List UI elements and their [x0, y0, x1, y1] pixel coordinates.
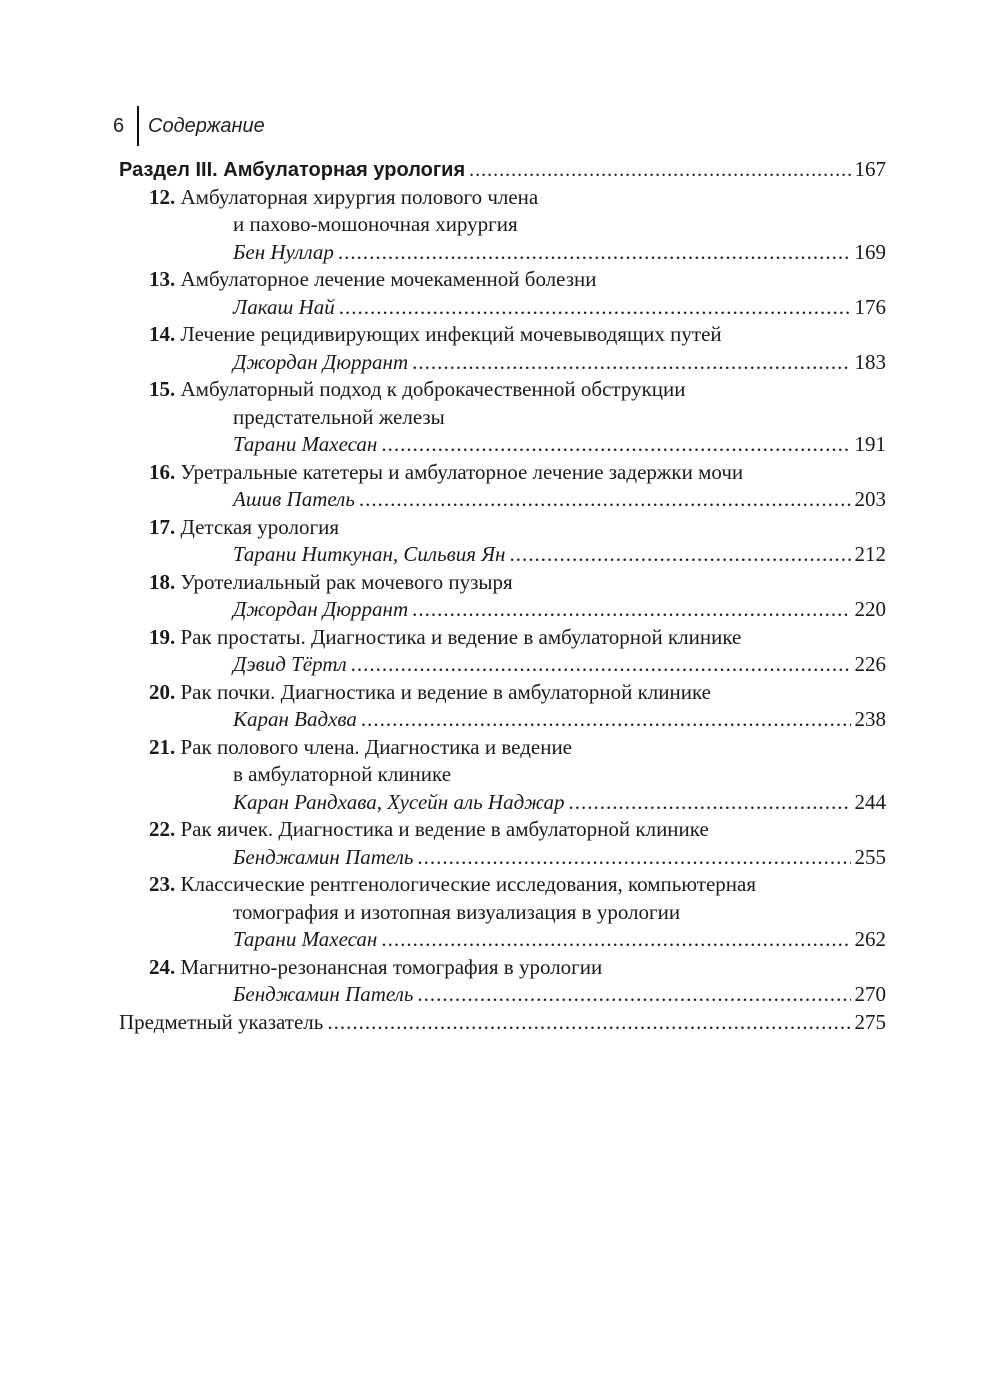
chapter-page: 203 [854, 487, 886, 511]
chapter-page: 191 [854, 432, 886, 456]
chapter-page: 262 [854, 927, 886, 951]
chapter-entry[interactable] [119, 679, 886, 734]
chapter-page: 212 [854, 542, 886, 566]
chapter-author: Тарани Махесан [233, 927, 378, 951]
chapter-author: Джордан Дюррант [233, 597, 409, 621]
chapter-title-line [119, 569, 886, 597]
chapter-number: 19. [149, 624, 176, 649]
chapter-entry[interactable] [119, 624, 886, 679]
chapter-author: Бенджамин Патель [233, 844, 414, 869]
chapter-page: 255 [854, 844, 886, 869]
chapter-number: 14. [149, 322, 176, 346]
chapter-page: 244 [854, 789, 886, 814]
chapter-author-line [119, 926, 886, 954]
chapter-entry[interactable] [119, 871, 886, 954]
chapter-title: Детская урология [180, 514, 339, 539]
chapter-title-line [119, 514, 886, 542]
chapter-title-line [119, 376, 886, 404]
chapter-title: Амбулаторное лечение мочекаменной болезни [180, 267, 597, 291]
chapter-number: 22. [149, 817, 176, 841]
chapter-number: 18. [149, 569, 176, 594]
chapter-author-line [119, 294, 886, 322]
chapter-author-line [119, 239, 886, 267]
chapter-author-line [119, 789, 886, 817]
chapter-number: 23. [149, 872, 176, 896]
dot-leader [381, 926, 850, 954]
chapter-number: 13. [149, 267, 176, 291]
chapter-title: Рак простаты. Диагностика и ведение в амбулаторной клинике [180, 624, 742, 649]
running-head-title: Содержание [148, 114, 265, 137]
chapter-author: Каран Рандхава, Хусейн аль Наджар [233, 789, 565, 814]
chapter-title-line [119, 624, 886, 652]
chapter-author: Тарани Махесан [233, 432, 378, 456]
dot-leader [412, 596, 850, 624]
header-divider [137, 106, 139, 146]
chapter-author: Бен Нуллар [233, 239, 334, 264]
chapter-author-line [119, 596, 886, 624]
dot-leader [509, 541, 850, 569]
chapter-page: 169 [854, 239, 886, 264]
dot-leader [351, 651, 851, 679]
index-entry[interactable] [119, 1009, 886, 1037]
chapter-author-line [119, 349, 886, 377]
chapter-title: томография и изотопная визуализация в урологии [233, 899, 681, 924]
chapter-entry[interactable] [119, 321, 886, 376]
chapter-title-continuation [119, 211, 886, 239]
running-head [113, 106, 265, 146]
chapter-entry[interactable] [119, 376, 886, 459]
chapter-page: 226 [854, 652, 886, 676]
chapter-title-line [119, 816, 886, 844]
chapter-entry[interactable] [119, 954, 886, 1009]
chapter-title-continuation [119, 404, 886, 432]
chapter-entry[interactable] [119, 184, 886, 267]
page-number: 6 [113, 114, 125, 137]
chapter-number: 12. [149, 184, 176, 209]
chapter-author: Дэвид Тёртл [233, 652, 347, 676]
chapter-entry[interactable] [119, 569, 886, 624]
chapter-author-line [119, 431, 886, 459]
index-page: 275 [854, 1009, 886, 1034]
section-title: Раздел III. Амбулаторная урология [119, 159, 466, 181]
chapter-page: 238 [854, 707, 886, 731]
chapter-author-line [119, 651, 886, 679]
chapter-title: Рак почки. Диагностика и ведение в амбулаторной клинике [180, 679, 711, 704]
chapter-author: Лакаш Най [233, 294, 335, 319]
chapter-title-line [119, 679, 886, 707]
chapter-title: Амбулаторный подход к доброкачественной обструкции [180, 377, 686, 401]
chapter-author-line [119, 541, 886, 569]
chapter-number: 20. [149, 679, 176, 704]
chapter-page: 270 [854, 982, 886, 1006]
chapter-author-line [119, 706, 886, 734]
chapter-author: Каран Вадхва [233, 707, 357, 731]
dot-leader [417, 844, 850, 872]
chapter-page: 220 [854, 597, 886, 621]
chapter-number: 21. [149, 734, 176, 759]
chapter-title: Рак яичек. Диагностика и ведение в амбулаторной клинике [180, 817, 709, 841]
chapter-title-line [119, 734, 886, 762]
chapter-author-line [119, 486, 886, 514]
chapter-title: Классические рентгенологические исследования, компьютерная [180, 872, 757, 896]
chapter-list [119, 184, 886, 1009]
dot-leader [381, 431, 850, 459]
dot-leader [469, 157, 850, 185]
chapter-title-line [119, 871, 886, 899]
chapter-title-line [119, 266, 886, 294]
chapter-entry[interactable] [119, 816, 886, 871]
chapter-page: 176 [854, 294, 886, 319]
chapter-title: Лечение рецидивирующих инфекций мочевыводящих путей [180, 322, 722, 346]
chapter-author: Бенджамин Патель [233, 982, 414, 1006]
chapter-entry[interactable] [119, 459, 886, 514]
chapter-author: Тарани Ниткунан, Сильвия Ян [233, 542, 506, 566]
chapter-title: Рак полового члена. Диагностика и ведение [180, 734, 573, 759]
chapter-title-line [119, 459, 886, 487]
chapter-page: 183 [854, 349, 886, 374]
chapter-author: Джордан Дюррант [233, 349, 409, 374]
chapter-title-continuation [119, 761, 886, 789]
dot-leader [338, 239, 851, 267]
chapter-author: Ашив Патель [233, 487, 355, 511]
dot-leader [361, 706, 851, 734]
chapter-number: 17. [149, 514, 176, 539]
chapter-title: Уротелиальный рак мочевого пузыря [180, 569, 513, 594]
chapter-title: Магнитно-резонансная томография в урологии [180, 954, 603, 979]
chapter-title: и пахово-мошоночная хирургия [233, 212, 518, 236]
chapter-entry[interactable] [119, 734, 886, 817]
table-of-contents [119, 156, 886, 1036]
chapter-title: Амбулаторная хирургия полового члена [180, 184, 539, 209]
dot-leader [417, 981, 850, 1009]
dot-leader [359, 486, 851, 514]
dot-leader [412, 349, 850, 377]
dot-leader [568, 789, 850, 817]
chapter-number: 16. [149, 459, 176, 484]
chapter-entry[interactable] [119, 266, 886, 321]
chapter-title-continuation [119, 899, 886, 927]
index-title: Предметный указатель [119, 1009, 324, 1034]
section-page: 167 [854, 157, 886, 181]
chapter-author-line [119, 981, 886, 1009]
chapter-title: Уретральные катетеры и амбулаторное лечение задержки мочи [180, 459, 744, 484]
chapter-title-line [119, 954, 886, 982]
chapter-title-line [119, 321, 886, 349]
dot-leader [339, 294, 851, 322]
chapter-number: 15. [149, 377, 176, 401]
chapter-entry[interactable] [119, 514, 886, 569]
chapter-title: в амбулаторной клинике [233, 762, 452, 786]
chapter-author-line [119, 844, 886, 872]
chapter-title: предстательной железы [233, 404, 445, 429]
dot-leader [327, 1009, 850, 1037]
chapter-number: 24. [149, 954, 176, 979]
chapter-title-line [119, 184, 886, 212]
section-entry[interactable] [119, 156, 886, 184]
